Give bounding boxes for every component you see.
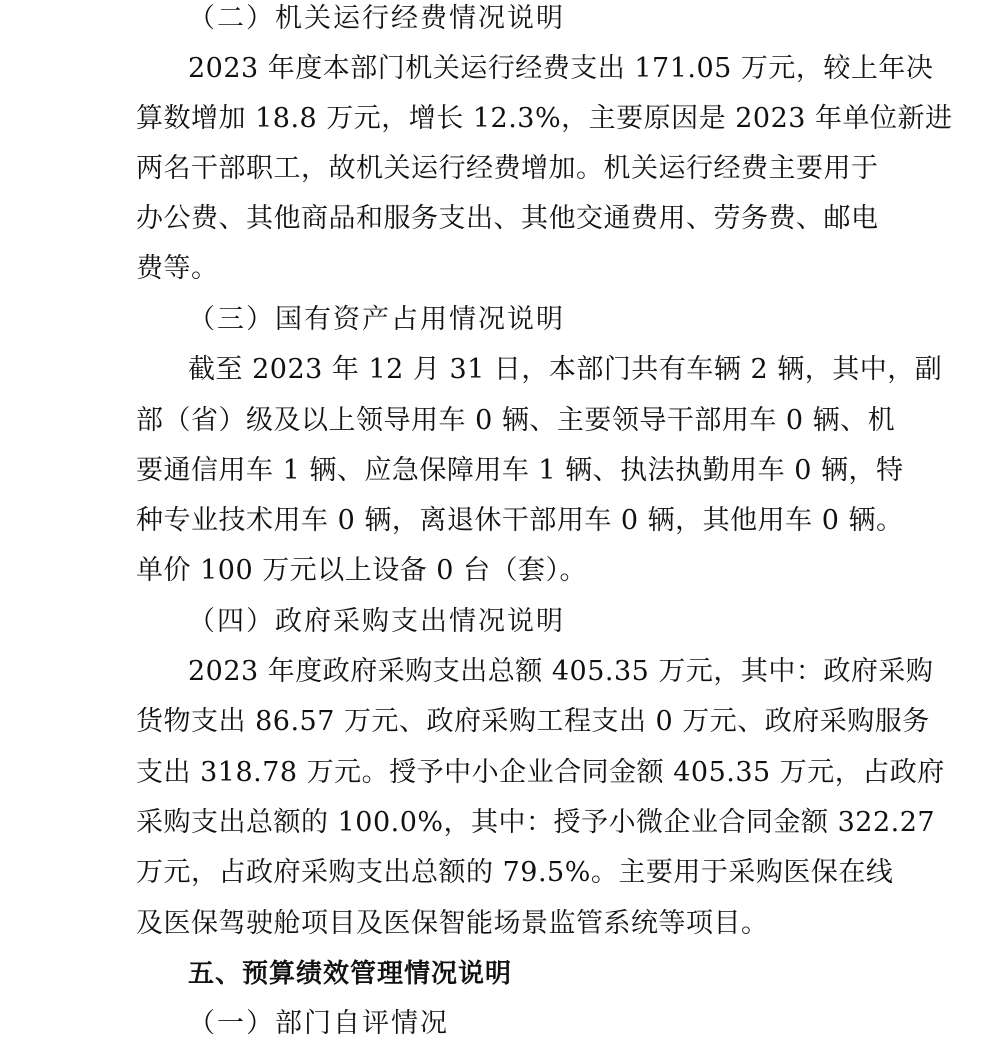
paragraph-line: 截至 2023 年 12 月 31 日，本部门共有车辆 2 辆，其中，副 [188, 354, 943, 385]
paragraph-line: 及医保驾驶舱项目及医保智能场景监管系统等项目。 [136, 908, 769, 939]
paragraph-line: 万元，占政府采购支出总额的 79.5%。主要用于采购医保在线 [136, 857, 894, 888]
procurement-heading: （四）政府采购支出情况说明 [188, 606, 565, 637]
paragraph-line: 2023 年度本部门机关运行经费支出 171.05 万元，较上年决 [188, 53, 934, 84]
paragraph-line: 要通信用车 1 辆、应急保障用车 1 辆、执法执勤用车 0 辆，特 [136, 455, 904, 486]
state-assets-heading: （三）国有资产占用情况说明 [188, 304, 565, 335]
paragraph-line: 采购支出总额的 100.0%，其中：授予小微企业合同金额 322.27 [136, 807, 936, 838]
paragraph-line: 货物支出 86.57 万元、政府采购工程支出 0 万元、政府采购服务 [136, 706, 930, 737]
paragraph-line: 算数增加 18.8 万元，增长 12.3%，主要原因是 2023 年单位新进 [136, 103, 953, 134]
paragraph-line: 办公费、其他商品和服务支出、其他交通费用、劳务费、邮电 [136, 203, 879, 234]
paragraph-line: 部（省）级及以上领导用车 0 辆、主要领导干部用车 0 辆、机 [136, 405, 896, 436]
operating-funds-heading: （二）机关运行经费情况说明 [188, 3, 565, 34]
paragraph-line: 支出 318.78 万元。授予中小企业合同金额 405.35 万元，占政府 [136, 757, 945, 788]
paragraph-line: 两名干部职工，故机关运行经费增加。机关运行经费主要用于 [136, 153, 879, 184]
performance-section-heading: 五、预算绩效管理情况说明 [188, 959, 513, 989]
paragraph-line: 2023 年度政府采购支出总额 405.35 万元，其中：政府采购 [188, 656, 934, 687]
self-evaluation-heading: （一）部门自评情况 [188, 1008, 449, 1039]
paragraph-line: 种专业技术用车 0 辆，离退休干部用车 0 辆，其他用车 0 辆。 [136, 505, 904, 536]
paragraph-line: 费等。 [136, 253, 219, 284]
paragraph-line: 单价 100 万元以上设备 0 台（套）。 [136, 555, 588, 586]
